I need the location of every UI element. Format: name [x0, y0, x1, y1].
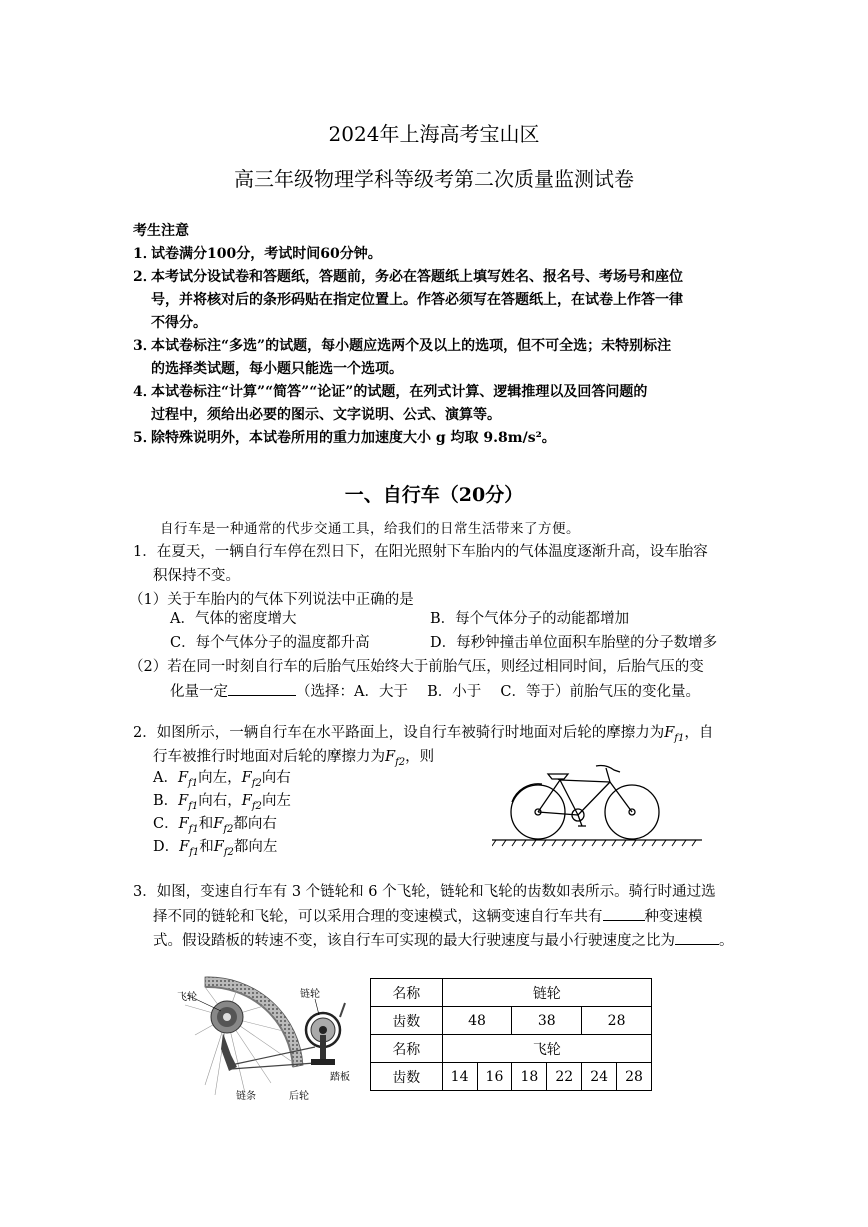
- q1-sub2: （2）若在同一时刻自行车的后胎气压始终大于前胎气压，则经过相同时间，后胎气压的变: [129, 659, 704, 675]
- table-cell: 24: [582, 1063, 617, 1091]
- table-cell: 28: [582, 1007, 652, 1035]
- table-row: [371, 1007, 652, 1035]
- table-cell: 链轮: [442, 979, 651, 1007]
- table-row: [371, 1063, 652, 1091]
- exam-title-line2: 高三年级物理学科等级考第二次质量监测试卷: [234, 167, 634, 191]
- derailleur: [221, 1033, 237, 1071]
- table-cell: 14: [442, 1063, 477, 1091]
- notice-item-cont: 号，并将核对后的条形码贴在指定位置上。作答必须写在答题纸上，在试卷上作答一律: [151, 292, 683, 308]
- notice-item: 1．试卷满分100分，考试时间60分钟。: [133, 246, 382, 262]
- q1-stem: 1．在夏天，一辆自行车停在烈日下，在阳光照射下车胎内的气体温度逐渐升高，设车胎容: [133, 544, 708, 560]
- notice-item: 2．本考试分设试卷和答题纸，答题前，务必在答题纸上填写姓名、报名号、考场号和座位: [133, 269, 683, 285]
- pedal: [311, 1059, 335, 1065]
- notice-item: 4．本试卷标注“计算”“简答”“论证”的试题，在列式计算、逻辑推理以及回答问题的: [133, 384, 648, 400]
- notice-heading: 考生注意: [133, 223, 189, 239]
- q3-stem: 3．如图，变速自行车有 3 个链轮和 6 个飞轮，链轮和飞轮的齿数如表所示。骑行时通过选: [133, 884, 716, 900]
- q3-stem-cont1: 择不同的链轮和飞轮，可以采用合理的变速模式，这辆变速自行车共有 种变速模: [153, 904, 773, 929]
- table-row: [371, 979, 652, 1007]
- label-rear-wheel: 后轮: [289, 1091, 309, 1102]
- exam-title-line1: 2024年上海高考宝山区: [328, 122, 540, 146]
- table-cell: 28: [617, 1063, 652, 1091]
- table-cell: 22: [547, 1063, 582, 1091]
- q2-opt-b: B．$F_{f1}$向右，$F_{f2}$向左: [153, 793, 291, 812]
- label-pedal: 踏板: [330, 1072, 350, 1083]
- notice-item: 3．本试卷标注“多选”的试题，每小题应选两个及以上的选项，但不可全选；未特别标注: [133, 338, 672, 354]
- table-row: [371, 1035, 652, 1063]
- q1-sub1: （1）关于车胎内的气体下列说法中正确的是: [129, 592, 414, 608]
- q2-stem-cont: 行车被推行时地面对后轮的摩擦力为$F_{f2}$，则: [153, 749, 435, 768]
- q1-sub2-cont: 化量一定 （选择：A．大于 B．小于 C．等于）前胎气压的变化量。: [170, 679, 790, 704]
- q2-opt-c: C．$F_{f1}$和$F_{f2}$都向右: [153, 816, 277, 835]
- answer-blank[interactable]: [603, 904, 645, 921]
- q2-opt-a: A．$F_{f1}$向左，$F_{f2}$向右: [153, 770, 291, 789]
- label-flywheel: 飞轮: [177, 992, 197, 1003]
- table-cell: 38: [512, 1007, 582, 1035]
- q2-stem: 2．如图所示，一辆自行车在水平路面上，设自行车被骑行时地面对后轮的摩擦力为$F_{f1}$，自: [133, 725, 714, 744]
- table-cell: 48: [442, 1007, 512, 1035]
- section-title: 一、自行车（20分）: [344, 484, 524, 506]
- answer-blank[interactable]: [675, 928, 719, 945]
- q1-opt-a: A．气体的密度增大: [170, 611, 297, 627]
- table-cell: 名称: [371, 979, 443, 1007]
- table-cell: 齿数: [371, 1063, 443, 1091]
- q1-stem-cont: 积保持不变。: [153, 568, 240, 584]
- q1-opt-d: D．每秒钟撞击单位面积车胎壁的分子数增多: [430, 635, 718, 651]
- notice-item-cont: 过程中，须给出必要的图示、文字说明、公式、演算等。: [151, 407, 501, 423]
- table-cell: 18: [512, 1063, 547, 1091]
- label-chainring: 链轮: [300, 989, 320, 1000]
- notice-list: [133, 243, 753, 450]
- notice-item: 5．除特殊说明外，本试卷所用的重力加速度大小 g 均取 9.8m/s²。: [133, 430, 556, 446]
- section-intro: 自行车是一种通常的代步交通工具，给我们的日常生活带来了方便。: [160, 521, 580, 537]
- question-1: [129, 540, 753, 612]
- table-cell: 齿数: [371, 1007, 443, 1035]
- table-cell: 名称: [371, 1035, 443, 1063]
- bicycle-figure: [492, 760, 702, 850]
- q2-opt-d: D．$F_{f1}$和$F_{f2}$都向左: [153, 839, 278, 858]
- label-chain: 链条: [236, 1091, 256, 1102]
- q1-opt-b: B．每个气体分子的动能都增加: [430, 611, 630, 627]
- notice-item-cont: 的选择类试题，每小题只能选一个选项。: [151, 361, 403, 377]
- notice-item-cont: 不得分。: [151, 315, 207, 331]
- table-cell: 16: [477, 1063, 512, 1091]
- q1-opt-c: C．每个气体分子的温度都升高: [170, 635, 370, 651]
- table-cell: 飞轮: [442, 1035, 651, 1063]
- gear-figure: [175, 975, 355, 1100]
- answer-blank[interactable]: [228, 679, 296, 696]
- q3-stem-cont2: 式。假设踏板的转速不变，该自行车可实现的最大行驶速度与最小行驶速度之比为 。: [153, 928, 773, 953]
- gear-teeth-table: [370, 978, 652, 1091]
